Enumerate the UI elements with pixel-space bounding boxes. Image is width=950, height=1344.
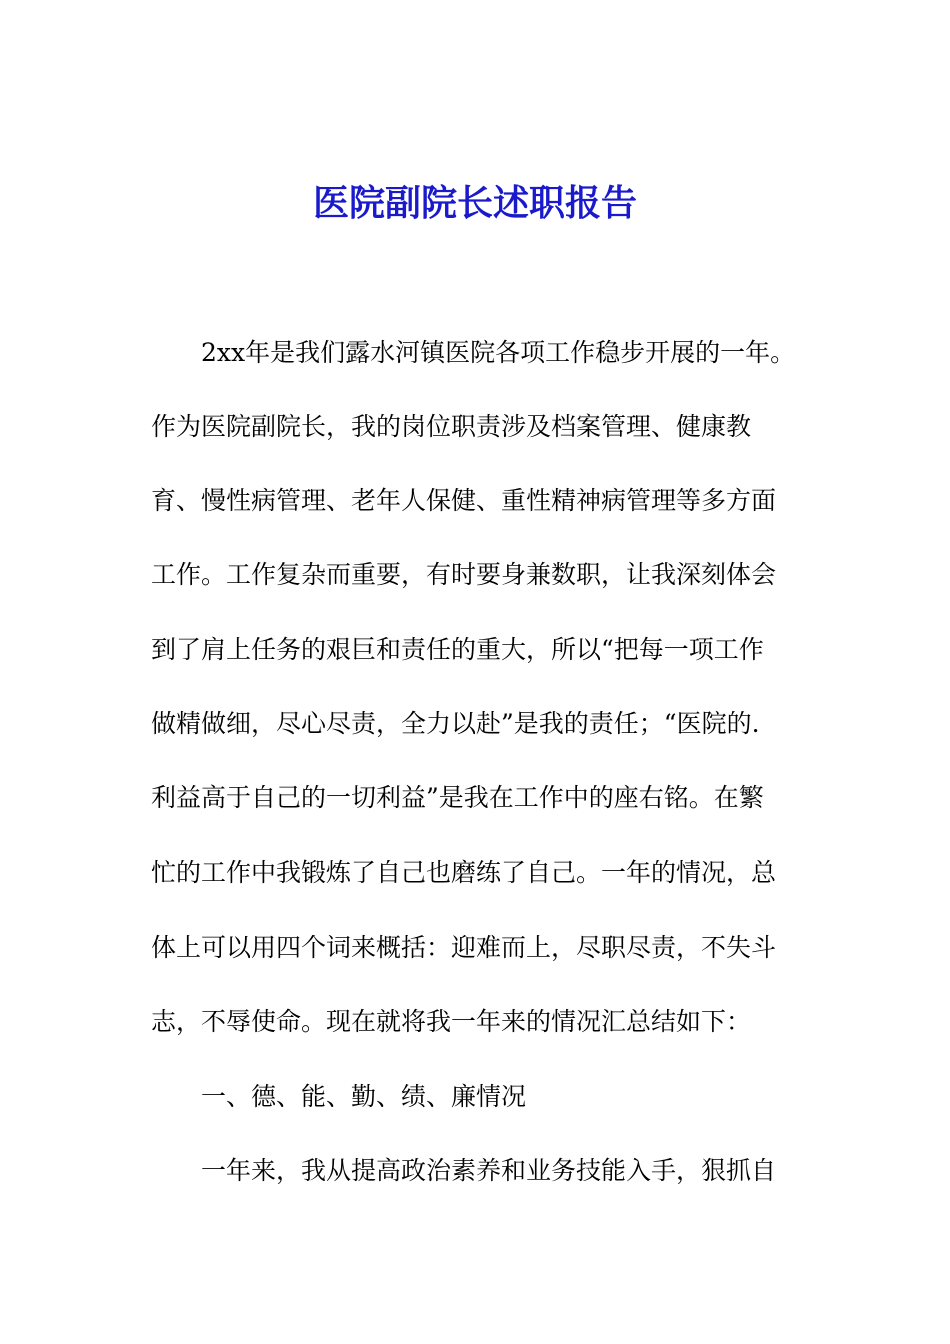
paragraph-line: 做精做细，尽心尽责，全力以赴”是我的责任；“医院的. xyxy=(151,709,760,738)
section-heading: 一、德、能、勤、绩、廉情况 xyxy=(201,1082,527,1111)
paragraph-line: 志，不辱使命。现在就将我一年来的情况汇总结如下： xyxy=(151,1007,752,1036)
paragraph-line: 工作。工作复杂而重要，有时要身兼数职，让我深刻体会 xyxy=(151,560,777,589)
paragraph-line: 一年来，我从提高政治素养和业务技能入手，狠抓自 xyxy=(201,1156,777,1185)
paragraph-line: 到了肩上任务的艰巨和责任的重大，所以“把每一项工作 xyxy=(151,635,764,664)
document-title: 医院副院长述职报告 xyxy=(312,183,637,224)
paragraph-line: 育、慢性病管理、老年人保健、重性精神病管理等多方面 xyxy=(151,486,777,515)
paragraph-line: 作为医院副院长，我的岗位职责涉及档案管理、健康教 xyxy=(151,412,752,441)
paragraph-line: 2xx年是我们露水河镇医院各项工作稳步开展的一年。 xyxy=(201,338,796,367)
paragraph-line: 体上可以用四个词来概括：迎难而上，尽职尽责，不失斗 xyxy=(151,933,777,962)
paragraph-line: 利益高于自己的一切利益”是我在工作中的座右铭。在繁 xyxy=(151,783,764,812)
paragraph-line: 忙的工作中我锻炼了自己也磨练了自己。一年的情况，总 xyxy=(151,858,777,887)
